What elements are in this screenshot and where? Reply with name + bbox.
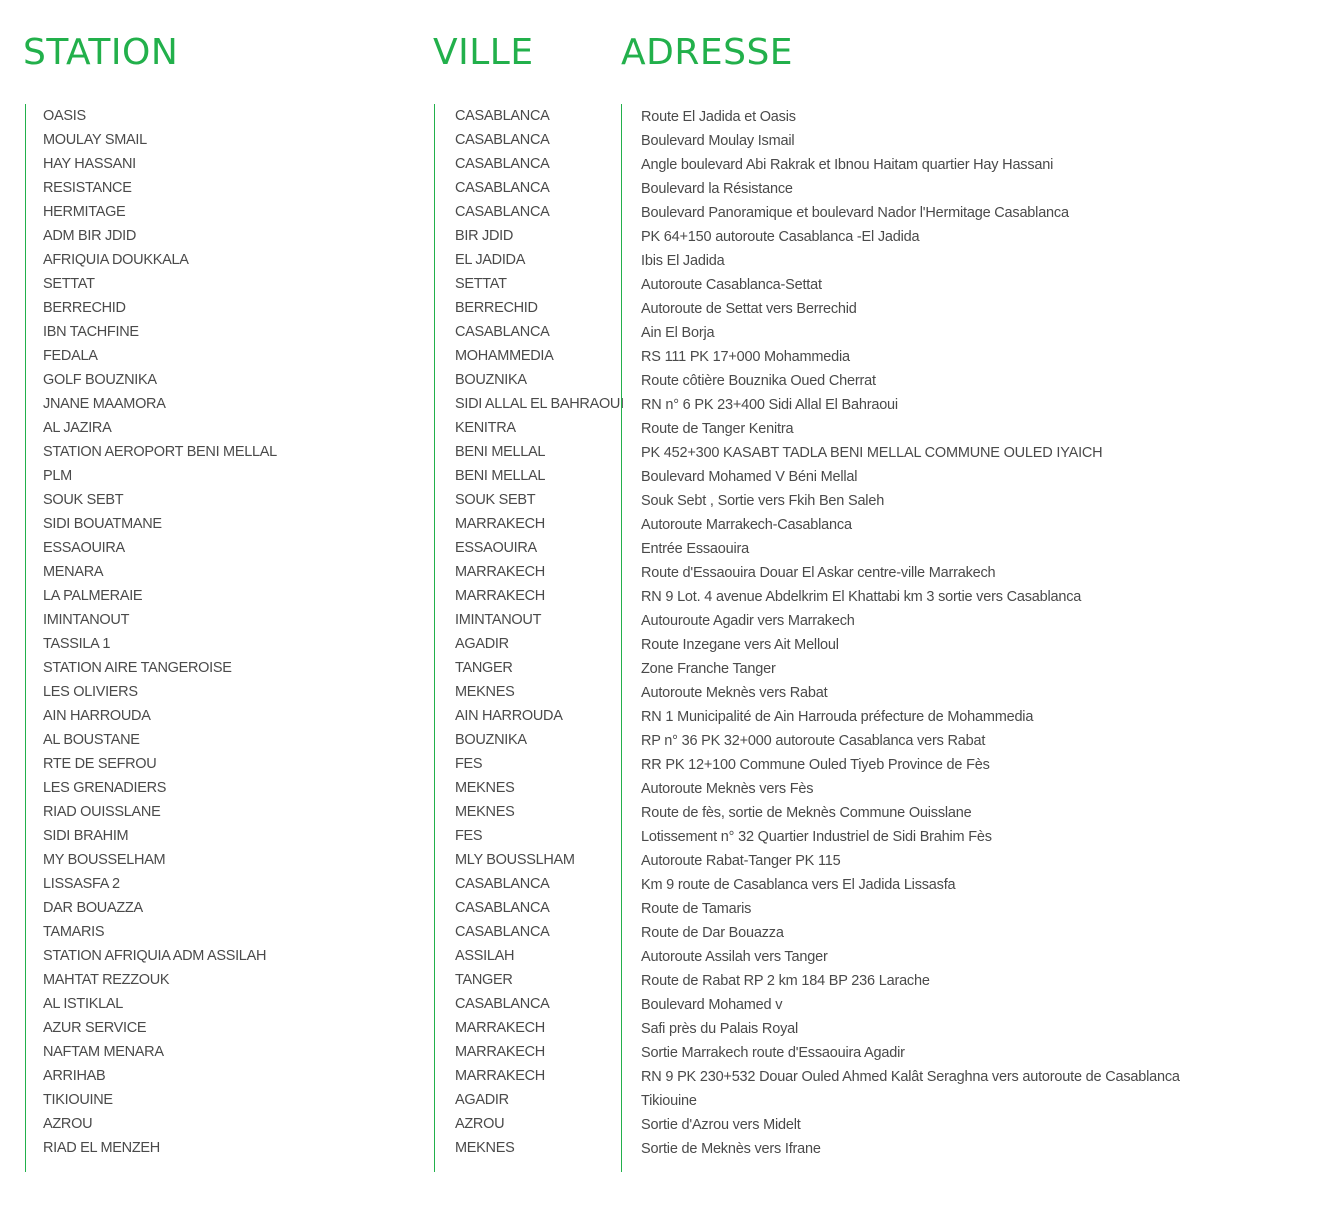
ville-name: MARRAKECH	[455, 1068, 545, 1084]
station-name: AL ISTIKLAL	[43, 996, 123, 1012]
ville-name: MARRAKECH	[455, 1020, 545, 1036]
ville-name: EL JADIDA	[455, 252, 526, 268]
station-name: PLM	[43, 468, 72, 484]
station-name: ARRIHAB	[43, 1068, 106, 1084]
station-name: DAR BOUAZZA	[43, 900, 143, 916]
adresse-text: Autoroute Assilah vers Tanger	[641, 949, 828, 965]
station-column	[25, 104, 425, 1172]
ville-name: CASABLANCA	[455, 156, 550, 172]
adresse-text: Route côtière Bouznika Oued Cherrat	[641, 373, 876, 389]
ville-name: ESSAOUIRA	[455, 540, 537, 556]
ville-name: SETTAT	[455, 276, 507, 292]
station-name: TASSILA 1	[43, 636, 111, 652]
adresse-text: Safi près du Palais Royal	[641, 1021, 798, 1037]
station-name: HERMITAGE	[43, 204, 126, 220]
adresse-text: RN n° 6 PK 23+400 Sidi Allal El Bahraoui	[641, 397, 898, 413]
ville-name: CASABLANCA	[455, 324, 550, 340]
ville-name: FES	[455, 756, 483, 772]
adresse-text: Boulevard la Résistance	[641, 181, 793, 197]
station-name: RTE DE SEFROU	[43, 756, 157, 772]
adresse-text: Angle boulevard Abi Rakrak et Ibnou Haitam quartier Hay Hassani	[641, 157, 1054, 173]
adresse-text: RR PK 12+100 Commune Ouled Tiyeb Province de Fès	[641, 757, 990, 773]
ville-name: AGADIR	[455, 1092, 509, 1108]
station-name: BERRECHID	[43, 300, 126, 316]
ville-name: MARRAKECH	[455, 564, 545, 580]
station-name: SIDI BRAHIM	[43, 828, 129, 844]
adresse-text: Autoroute Meknès vers Rabat	[641, 685, 828, 701]
adresse-text: Km 9 route de Casablanca vers El Jadida Lissasfa	[641, 877, 956, 893]
ville-name: MLY BOUSSLHAM	[455, 852, 575, 868]
adresse-text: Route d'Essaouira Douar El Askar centre-ville Marrakech	[641, 565, 996, 581]
ville-name: MARRAKECH	[455, 1044, 545, 1060]
ville-name: BOUZNIKA	[455, 372, 527, 388]
adresse-text: RN 9 PK 230+532 Douar Ouled Ahmed Kalât Seraghna vers autoroute de Casablanca	[641, 1069, 1180, 1085]
station-name: ADM BIR JDID	[43, 228, 137, 244]
station-name: AZROU	[43, 1116, 93, 1132]
ville-name: CASABLANCA	[455, 180, 550, 196]
ville-name: CASABLANCA	[455, 204, 550, 220]
ville-name: BOUZNIKA	[455, 732, 527, 748]
adresse-text: Route de Tamaris	[641, 901, 752, 917]
ville-name: MEKNES	[455, 684, 515, 700]
station-name: STATION AIRE TANGEROISE	[43, 660, 232, 676]
column-header-ville: VILLE	[433, 32, 534, 73]
ville-name: CASABLANCA	[455, 132, 550, 148]
adresse-text: Autoroute Rabat-Tanger PK 115	[641, 853, 841, 869]
ville-name: KENITRA	[455, 420, 516, 436]
column-header-station: STATION	[23, 32, 179, 73]
adresse-text: RN 1 Municipalité de Ain Harrouda préfecture de Mohammedia	[641, 709, 1034, 725]
ville-name: BENI MELLAL	[455, 468, 546, 484]
station-name: IMINTANOUT	[43, 612, 130, 628]
adresse-text: Route Inzegane vers Ait Melloul	[641, 637, 839, 653]
station-name: TAMARIS	[43, 924, 105, 940]
adresse-text: Souk Sebt , Sortie vers Fkih Ben Saleh	[641, 493, 885, 509]
station-name: MOULAY SMAIL	[43, 132, 147, 148]
ville-column	[434, 104, 624, 1172]
station-name: FEDALA	[43, 348, 98, 364]
ville-name: AGADIR	[455, 636, 509, 652]
station-name: STATION AFRIQUIA ADM ASSILAH	[43, 948, 267, 964]
adresse-text: Ain El Borja	[641, 325, 715, 341]
station-name: AFRIQUIA DOUKKALA	[43, 252, 189, 268]
ville-name: CASABLANCA	[455, 996, 550, 1012]
ville-name: CASABLANCA	[455, 924, 550, 940]
adresse-text: Autoroute de Settat vers Berrechid	[641, 301, 857, 317]
ville-name: MARRAKECH	[455, 588, 545, 604]
ville-name: MARRAKECH	[455, 516, 545, 532]
ville-name: TANGER	[455, 972, 513, 988]
station-name: MAHTAT REZZOUK	[43, 972, 170, 988]
station-name: TIKIOUINE	[43, 1092, 113, 1108]
station-name: RIAD OUISSLANE	[43, 804, 161, 820]
adresse-text: Boulevard Panoramique et boulevard Nador l'Hermitage Casablanca	[641, 205, 1069, 221]
station-name: AZUR SERVICE	[43, 1020, 147, 1036]
ville-name: MEKNES	[455, 1140, 515, 1156]
adresse-text: PK 64+150 autoroute Casablanca -El Jadida	[641, 229, 920, 245]
adresse-text: Route de Tanger Kenitra	[641, 421, 794, 437]
adresse-text: Tikiouine	[641, 1093, 697, 1109]
adresse-text: RN 9 Lot. 4 avenue Abdelkrim El Khattabi km 3 sortie vers Casablanca	[641, 589, 1082, 605]
adresse-text: Autouroute Agadir vers Marrakech	[641, 613, 855, 629]
station-name: SIDI BOUATMANE	[43, 516, 162, 532]
ville-name: MOHAMMEDIA	[455, 348, 554, 364]
ville-name: MEKNES	[455, 804, 515, 820]
adresse-text: Autoroute Meknès vers Fès	[641, 781, 814, 797]
adresse-text: PK 452+300 KASABT TADLA BENI MELLAL COMMUNE OULED IYAICH	[641, 445, 1103, 461]
adresse-text: Boulevard Mohamed v	[641, 997, 783, 1013]
adresse-text: Entrée Essaouira	[641, 541, 750, 557]
adresse-text: RS 111 PK 17+000 Mohammedia	[641, 349, 850, 365]
adresse-text: Ibis El Jadida	[641, 253, 725, 269]
ville-name: BERRECHID	[455, 300, 538, 316]
station-name: IBN TACHFINE	[43, 324, 139, 340]
adresse-text: Autoroute Marrakech-Casablanca	[641, 517, 852, 533]
station-name: STATION AEROPORT BENI MELLAL	[43, 444, 277, 460]
station-name: RIAD EL MENZEH	[43, 1140, 160, 1156]
station-name: NAFTAM MENARA	[43, 1044, 164, 1060]
ville-name: TANGER	[455, 660, 513, 676]
ville-name: IMINTANOUT	[455, 612, 542, 628]
station-name: LES GRENADIERS	[43, 780, 167, 796]
station-name: SOUK SEBT	[43, 492, 124, 508]
adresse-text: Sortie Marrakech route d'Essaouira Agadir	[641, 1045, 905, 1061]
adresse-text: RP n° 36 PK 32+000 autoroute Casablanca vers Rabat	[641, 733, 986, 749]
station-name: OASIS	[43, 108, 86, 124]
station-name: MY BOUSSELHAM	[43, 852, 166, 868]
station-name: LISSASFA 2	[43, 876, 120, 892]
station-name: LA PALMERAIE	[43, 588, 143, 604]
station-name: AL BOUSTANE	[43, 732, 140, 748]
adresse-text: Route El Jadida et Oasis	[641, 109, 796, 125]
adresse-text: Autoroute Casablanca-Settat	[641, 277, 822, 293]
adresse-text: Boulevard Moulay Ismail	[641, 133, 795, 149]
station-name: RESISTANCE	[43, 180, 132, 196]
station-name: SETTAT	[43, 276, 95, 292]
adresse-text: Route de Dar Bouazza	[641, 925, 784, 941]
ville-name: SIDI ALLAL EL BAHRAOUI	[455, 396, 624, 412]
ville-name: MEKNES	[455, 780, 515, 796]
ville-name: SOUK SEBT	[455, 492, 536, 508]
ville-name: BIR JDID	[455, 228, 514, 244]
adresse-text: Lotissement n° 32 Quartier Industriel de Sidi Brahim Fès	[641, 829, 992, 845]
ville-name: AIN HARROUDA	[455, 708, 563, 724]
station-name: AL JAZIRA	[43, 420, 112, 436]
station-name: JNANE MAAMORA	[43, 396, 166, 412]
adresse-text: Boulevard Mohamed V Béni Mellal	[641, 469, 858, 485]
station-name: LES OLIVIERS	[43, 684, 138, 700]
adresse-text: Sortie d'Azrou vers Midelt	[641, 1117, 801, 1133]
adresse-column	[621, 104, 1321, 1172]
ville-name: FES	[455, 828, 483, 844]
adresse-text: Sortie de Meknès vers Ifrane	[641, 1141, 821, 1157]
column-header-adresse: ADRESSE	[621, 32, 794, 73]
ville-name: CASABLANCA	[455, 900, 550, 916]
station-name: GOLF BOUZNIKA	[43, 372, 157, 388]
adresse-text: Zone Franche Tanger	[641, 661, 776, 677]
ville-name: BENI MELLAL	[455, 444, 546, 460]
station-name: HAY HASSANI	[43, 156, 136, 172]
station-name: AIN HARROUDA	[43, 708, 151, 724]
station-name: ESSAOUIRA	[43, 540, 125, 556]
adresse-text: Route de Rabat RP 2 km 184 BP 236 Larache	[641, 973, 930, 989]
ville-name: CASABLANCA	[455, 108, 550, 124]
station-name: MENARA	[43, 564, 104, 580]
ville-name: AZROU	[455, 1116, 505, 1132]
adresse-text: Route de fès, sortie de Meknès Commune Ouisslane	[641, 805, 972, 821]
ville-name: CASABLANCA	[455, 876, 550, 892]
ville-name: ASSILAH	[455, 948, 515, 964]
